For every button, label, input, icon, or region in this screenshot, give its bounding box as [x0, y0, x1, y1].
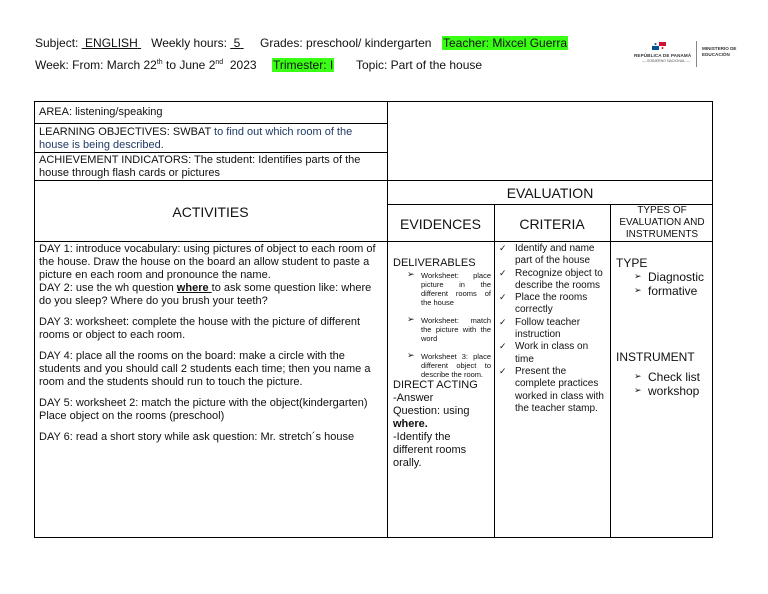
instrument-label: INSTRUMENT — [616, 350, 695, 364]
evidences-content — [393, 257, 491, 470]
activity-day6: DAY 6: read a short story while ask question: Mr. stretch´s house — [39, 431, 355, 443]
list-item: ➢ Worksheet: match the picture with the word — [407, 316, 491, 343]
grades-text: Grades: preschool/ kindergarten — [260, 36, 432, 50]
evaluation-heading: EVALUATION — [506, 185, 594, 201]
week-from: Week: From: March 22 — [35, 58, 157, 72]
ministry-logo — [630, 40, 742, 70]
list-item: ✓ Recognize object to describe the rooms — [497, 268, 609, 293]
week-year: 2023 — [223, 58, 257, 72]
panama-flag-icon — [652, 42, 666, 50]
activity-day5: DAY 5: worksheet 2: match the picture with the object(kindergarten) — [39, 397, 368, 409]
activities-heading: ACTIVITIES — [172, 204, 249, 220]
activity-day2 — [39, 282, 383, 308]
instrument-list — [634, 370, 711, 398]
week-line — [35, 58, 257, 72]
day2-text-a: DAY 2: use the wh question — [39, 282, 177, 294]
col-divider-2 — [494, 204, 495, 538]
row-divider-headings — [34, 241, 713, 242]
activity-day3: DAY 3: worksheet: complete the house with the picture of different rooms or object to each room. — [39, 316, 361, 341]
row-divider-objectives — [34, 152, 387, 153]
col-divider-3 — [610, 204, 611, 538]
list-item: ✓ Follow teacher instruction — [497, 317, 609, 342]
type-label: TYPE — [616, 256, 648, 270]
question-where: where. — [393, 418, 428, 430]
question-text — [393, 405, 491, 431]
week-sup-th: th — [156, 59, 163, 66]
logo-ministry — [702, 46, 736, 58]
list-item: ➢ Worksheet: place picture in the different rooms of the house — [407, 271, 491, 307]
subject-line — [35, 36, 244, 50]
list-item: ➢ Check list — [634, 370, 711, 384]
direct-acting-label: DIRECT ACTING — [393, 379, 478, 391]
week-sup-nd: nd — [215, 59, 224, 66]
objectives-text — [39, 126, 384, 152]
criteria-heading: CRITERIA — [519, 216, 585, 232]
activity-day5-b: Place object on the rooms (preschool) — [39, 410, 225, 422]
week-to: to June 2 — [162, 58, 216, 72]
objectives-label: LEARNING OBJECTIVES: SWBAT — [39, 126, 215, 138]
list-item: ✓ Work in class on time — [497, 341, 609, 366]
logo-government: — GOBIERNO NACIONAL — — [642, 59, 690, 63]
question-text-a: Question: using — [393, 405, 470, 417]
teacher-name: Teacher: Mixcel Guerra — [443, 36, 568, 50]
type-list — [634, 270, 711, 298]
row-divider-area — [34, 123, 387, 124]
logo-ministry-1: MINISTERIO DE — [702, 46, 737, 51]
identify-text: -Identify the different rooms orally. — [393, 431, 467, 469]
objectives-value: to find out which room of the house is being described. — [39, 126, 353, 151]
list-item: ✓ Identify and name part of the house — [497, 243, 609, 268]
area-text: AREA: listening/speaking — [39, 106, 163, 118]
hours-label: Weekly hours: — [151, 36, 227, 50]
topic: Topic: Part of the house — [356, 58, 483, 72]
hours-value-text: 5 — [233, 36, 241, 50]
col-divider-1 — [387, 101, 388, 538]
hours-value — [230, 36, 243, 50]
criteria-content — [515, 243, 609, 415]
list-item: ➢ Worksheet 3: place different object to describe the room. — [407, 352, 491, 379]
list-item: ➢ formative — [634, 284, 711, 298]
list-item: ➢ Diagnostic — [634, 270, 711, 284]
trimester: Trimester: I — [273, 58, 334, 72]
indicators-text: ACHIEVEMENT INDICATORS: The student: Identifies parts of the house through flash cards or pictures — [39, 154, 361, 179]
logo-republic: REPÚBLICA DE PANAMÁ — [634, 53, 692, 58]
row-divider-indicators — [34, 180, 713, 181]
answer-text: -Answer — [393, 392, 434, 404]
day2-where: where — [176, 282, 212, 294]
evidences-heading: EVIDENCES — [400, 216, 481, 232]
subject-label: Subject: — [35, 36, 79, 50]
deliverables-label: DELIVERABLES — [393, 257, 476, 269]
day2-text-b: to ask some question like: where do you sleep? Where do you brush your teeth? — [39, 282, 372, 307]
activities-content — [39, 243, 383, 444]
deliverables-list — [407, 271, 491, 379]
activity-day1: DAY 1: introduce vocabulary: using pictures of object to each room of the house. Draw the house on the board an allow student to paste a picture en each room and pronounce the name. — [39, 243, 376, 281]
activity-day4: DAY 4: place all the rooms on the board: make a circle with the students and you should call 2 students each time; then you name a room and the students should run to touch the picture. — [39, 350, 371, 388]
logo-divider — [696, 41, 697, 67]
subject-value — [82, 36, 141, 50]
list-item: ➢ workshop — [634, 384, 711, 398]
list-item: ✓ Present the complete practices worked in class with the teacher stamp. — [497, 366, 609, 415]
criteria-list — [497, 243, 609, 415]
types-heading: TYPES OF EVALUATION AND INSTRUMENTS — [619, 205, 705, 240]
types-content — [616, 256, 711, 398]
list-item: ✓ Place the rooms correctly — [497, 292, 609, 317]
subject-value-text: ENGLISH — [85, 36, 138, 50]
logo-ministry-2: EDUCACIÓN — [702, 52, 730, 57]
